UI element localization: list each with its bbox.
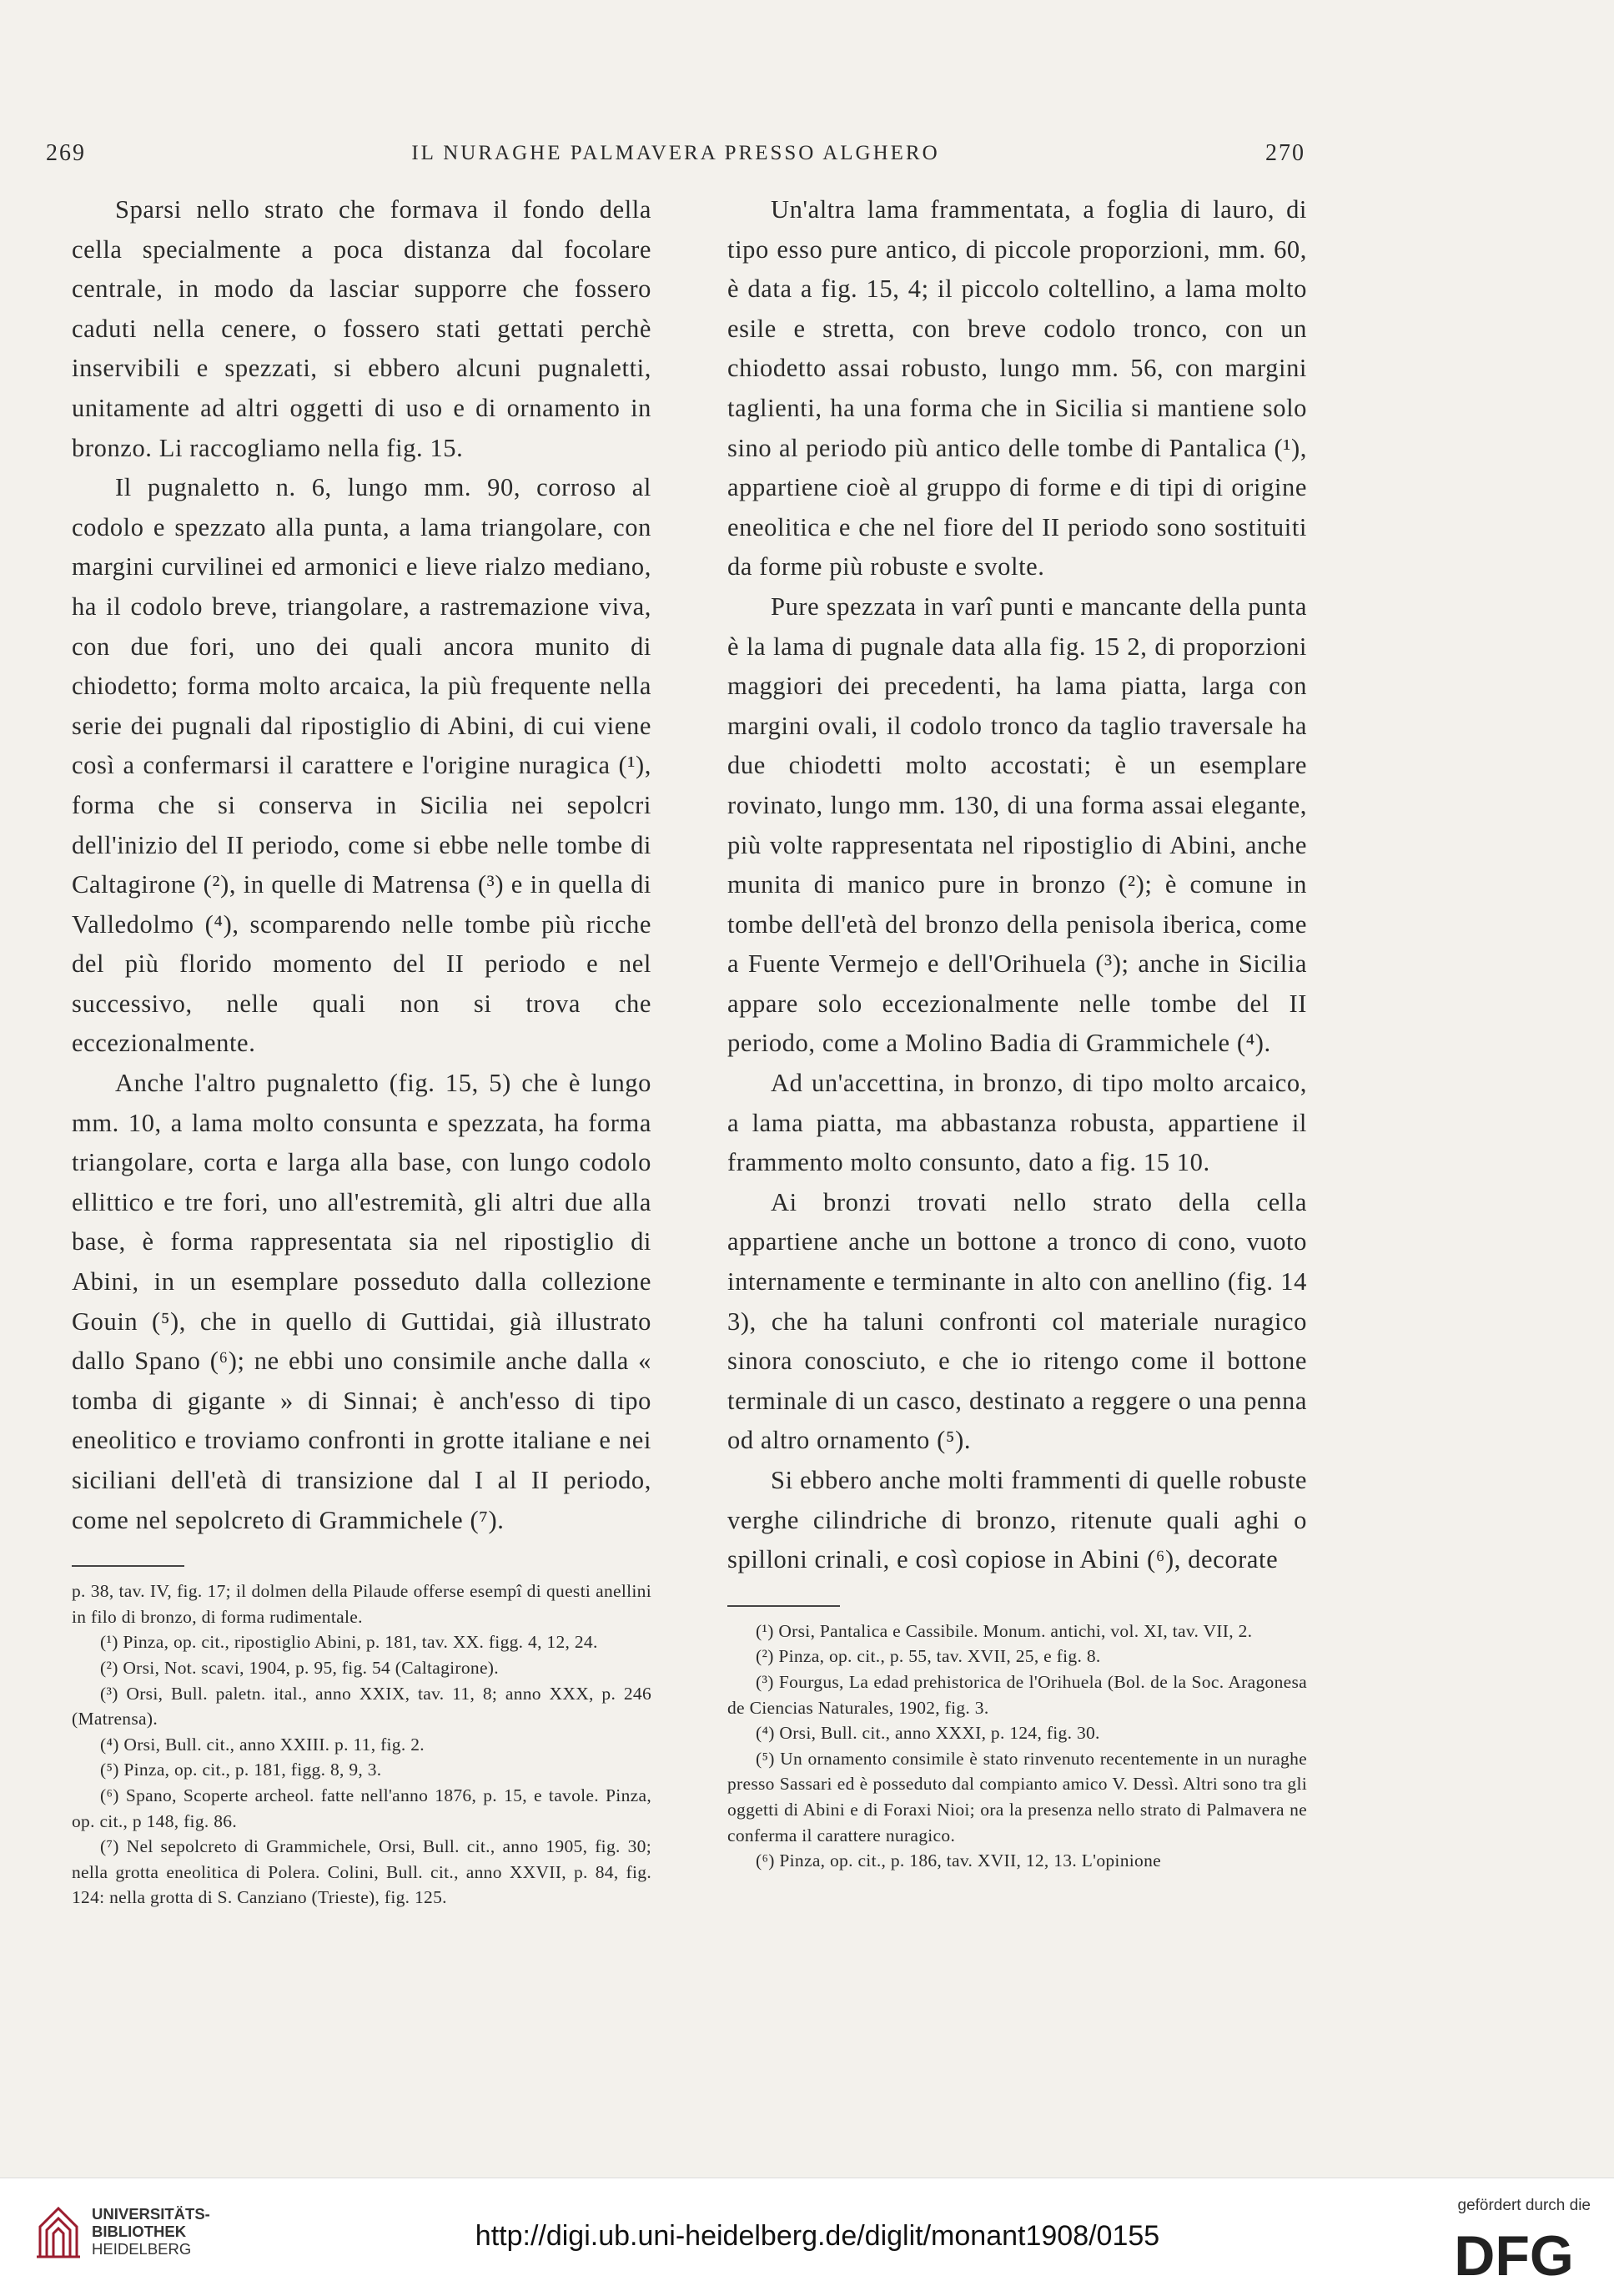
- running-header: [46, 140, 1305, 174]
- dfg-logo-icon: [1439, 2227, 1589, 2280]
- footnote: (⁶) Pinza, op. cit., p. 186, tav. XVII, 12, 13. L'opinione: [756, 1850, 1161, 1871]
- funding-label: gefördert durch die: [1457, 2197, 1591, 2214]
- page-number-left: 269: [46, 140, 86, 166]
- right-body-text: [727, 190, 1307, 1580]
- library-name: UNIVERSITÄTS- BIBLIOTHEK HEIDELBERG: [92, 2205, 210, 2258]
- footnote: (⁶) Spano, Scoperte archeol. fatte nell'anno 1876, p. 15, e tavole. Pinza, op. cit., p 148, fig. 86.: [72, 1785, 651, 1831]
- footnote: (⁷) Nel sepolcreto di Grammichele, Orsi, Bull. cit., anno 1905, fig. 30; nella grotta eneolitica di Polera. Colini, Bull. cit., anno XXVII, p. 84, fig. 124: nella grotta di S. Canziano (Trieste), fig. 125.: [72, 1836, 651, 1908]
- university-library-logo-icon: [33, 2202, 83, 2262]
- right-footnotes: [727, 1619, 1307, 1874]
- left-column: [72, 190, 651, 1911]
- footnote: (⁵) Pinza, op. cit., p. 181, figg. 8, 9, 3.: [100, 1760, 382, 1780]
- footnote: (⁴) Orsi, Bull. cit., anno XXXI, p. 124, fig. 30.: [756, 1723, 1100, 1744]
- left-body-text: [72, 190, 651, 1540]
- footnote: (⁴) Orsi, Bull. cit., anno XXIII. p. 11, fig. 2.: [100, 1734, 425, 1755]
- svg-text:DFG: DFG: [1454, 2227, 1574, 2280]
- paragraph: Pure spezzata in varî punti e mancante della punta è la lama di pugnale data alla fig. 15 2, di proporzioni maggiori dei precedenti, ha lama piatta, larga con margini ovali, il codolo tronco da taglio traversale ha due chiodetti molto accostati; è un esemplare rovinato, lungo mm. 130, di una forma assai elegante, più volte rappresentata nel ripostiglio di Abini, anche munita di manico pure in bronzo (²); è comune in tombe dell'età del bronzo della penisola iberica, come a Fuente Vermejo e dell'Orihuela (³); anche in Sicilia appare solo eccezionalmente nelle tombe del II periodo, come a Molino Badia di Grammichele (⁴).: [727, 592, 1307, 1058]
- permalink-url[interactable]: http://digi.ub.uni-heidelberg.de/diglit/monant1908/0155: [475, 2220, 1160, 2252]
- footnote: (²) Pinza, op. cit., p. 55, tav. XVII, 25, e fig. 8.: [756, 1646, 1101, 1667]
- left-footnotes: [72, 1578, 651, 1911]
- paragraph: Anche l'altro pugnaletto (fig. 15, 5) che è lungo mm. 10, a lama molto consunta e spezzata, ha forma triangolare, corta e larga alla base, con lungo codolo ellittico e tre fori, uno all'estremità, gli altri due alla base, è forma rappresentata sia nel ripostiglio di Abini, in un esemplare posseduto dalla collezione Gouin (⁵), che in quello di Guttidai, già illustrato dallo Spano (⁶); ne ebbi uno consimile anche dalla « tomba di gigante » di Sinnai; è anch'esso di tipo eneolitico e troviamo confronti in grotte italiane e nei siciliani dell'età di transizione dal I al II periodo, come nel sepolcreto di Grammichele (⁷).: [72, 1069, 651, 1534]
- paragraph: Ad un'accettina, in bronzo, di tipo molto arcaico, a lama piatta, ma abbastanza robusta, appartiene il frammento molto consunto, dato a fig. 15 10.: [727, 1069, 1307, 1177]
- footnote-separator: [72, 1565, 184, 1567]
- footnote: (⁵) Un ornamento consimile è stato rinvenuto recentemente in un nuraghe presso Sassari ed è posseduto dal compianto amico V. Dessì. Altri sono tra gli oggetti di Abini e di Foraxi Nioi; ora la presenza nello strato di Palmavera ne conferma il carattere nuragico.: [727, 1748, 1307, 1845]
- digitization-footer: [0, 2178, 1614, 2296]
- paragraph: Il pugnaletto n. 6, lungo mm. 90, corroso al codolo e spezzato alla punta, a lama triangolare, con margini curvilinei ed armonici e lieve rialzo mediano, ha il codolo breve, triangolare, a rastremazione viva, con due fori, uno dei quali ancora munito di chiodetto; forma molto arcaica, la più frequente nella serie dei pugnali dal ripostiglio di Abini, di cui viene così a confermarsi il carattere e l'origine nuragica (¹), forma che si conserva in Sicilia nei sepolcri dell'inizio del II periodo, come si ebbe nelle tombe di Caltagirone (²), in quelle di Matrensa (³) e in quella di Valledolmo (⁴), scomparendo nelle tombe più ricche del più florido momento del II periodo e nel successivo, nelle quali non si trova che eccezionalmente.: [72, 473, 651, 1058]
- paragraph: Sparsi nello strato che formava il fondo della cella specialmente a poca distanza dal focolare centrale, in modo da lasciar supporre che fossero caduti nella cenere, o fossero stati gettati perchè inservibili e spezzati, si ebbero alcuni pugnaletti, unitamente ad altri oggetti di uso e di ornamento in bronzo. Li raccogliamo nella fig. 15.: [72, 195, 651, 462]
- running-title: IL NURAGHE PALMAVERA PRESSO ALGHERO: [411, 142, 940, 164]
- footnote: (²) Orsi, Not. scavi, 1904, p. 95, fig. 54 (Caltagirone).: [100, 1657, 499, 1678]
- paragraph: Ai bronzi trovati nello strato della cella appartiene anche un bottone a tronco di cono, vuoto internamente e terminante in alto con anellino (fig. 14 3), che ha taluni confronti col materiale nuragico sinora conosciuto, e che io ritengo come il bottone terminale di un casco, destinato a reggere o una penna od altro ornamento (⁵).: [727, 1187, 1307, 1455]
- footnote: (¹) Orsi, Pantalica e Cassibile. Monum. antichi, vol. XI, tav. VII, 2.: [756, 1620, 1253, 1641]
- footnote: (¹) Pinza, op. cit., ripostiglio Abini, p. 181, tav. XX. figg. 4, 12, 24.: [100, 1632, 598, 1653]
- page-number-right: 270: [1265, 140, 1305, 166]
- footnote: (³) Fourgus, La edad prehistorica de l'Orihuela (Bol. de la Soc. Aragonesa de Ciencias Naturales, 1902, fig. 3.: [727, 1671, 1307, 1718]
- paragraph: Si ebbero anche molti frammenti di quelle robuste verghe cilindriche di bronzo, ritenute quali aghi o spilloni crinali, e così copiose in Abini (⁶), decorate: [727, 1466, 1307, 1574]
- right-column: [727, 190, 1307, 1874]
- footnote: p. 38, tav. IV, fig. 17; il dolmen della Pilaude offerse esempî di questi anellini in filo di bronzo, di forma rudimentale.: [72, 1581, 651, 1627]
- paragraph: Un'altra lama frammentata, a foglia di lauro, di tipo esso pure antico, di piccole proporzioni, mm. 60, è data a fig. 15, 4; il piccolo coltellino, a lama molto esile e stretta, con breve codolo tronco, con un chiodetto assai robusto, lungo mm. 56, con margini taglienti, ha una forma che in Sicilia si mantiene solo sino al periodo più antico delle tombe di Pantalica (¹), appartiene cioè al gruppo di forme e di tipi di origine eneolitica e che nel fiore del II periodo sono sostituiti da forme più robuste e svolte.: [727, 195, 1307, 582]
- footnote-separator: [727, 1605, 840, 1607]
- footnote: (³) Orsi, Bull. paletn. ital., anno XXIX, tav. 11, 8; anno XXX, p. 246 (Matrensa).: [72, 1683, 651, 1730]
